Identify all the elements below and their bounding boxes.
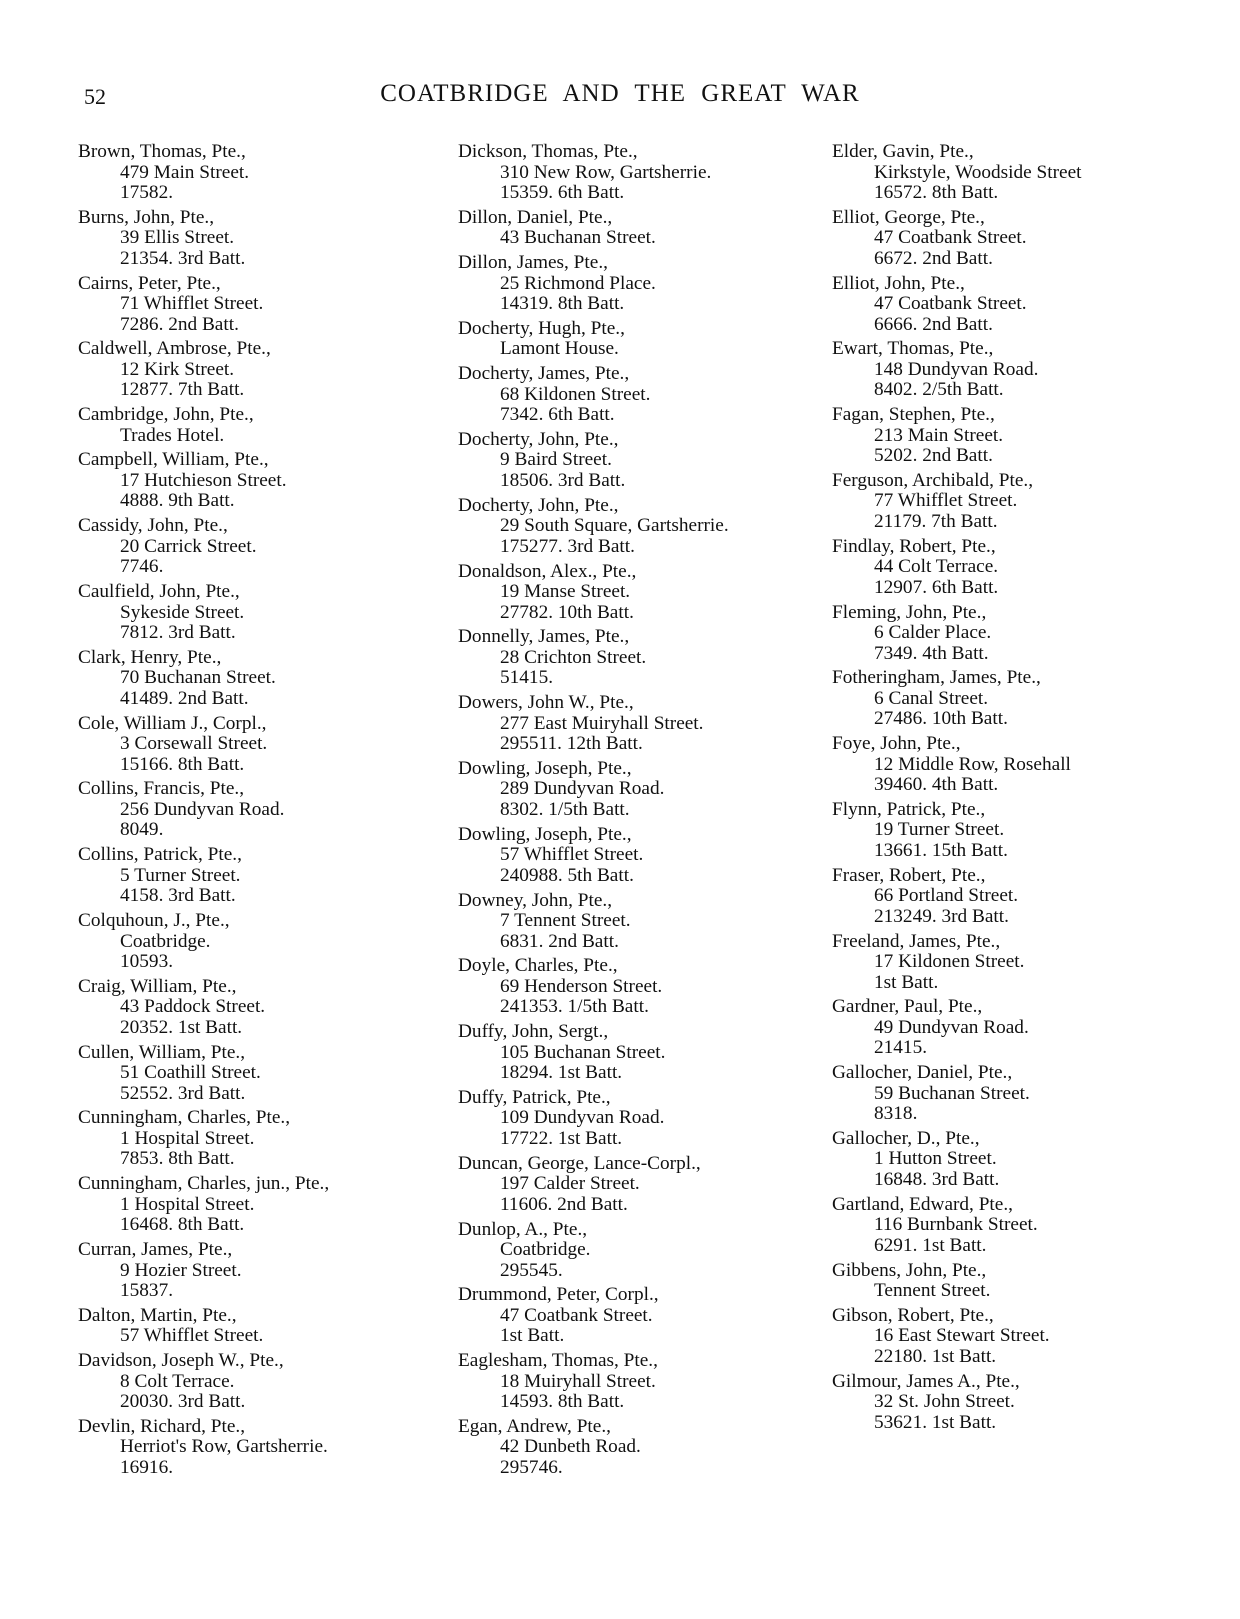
roll-entry — [78, 648, 458, 710]
entry-name: Dalton, Martin, Pte., — [78, 1304, 237, 1326]
entry-address: 57 Whifflet Street. — [120, 1325, 264, 1347]
roll-entry — [78, 516, 458, 578]
entry-address: 310 New Row, Gartsherrie. — [500, 161, 712, 183]
entry-address: Trades Hotel. — [120, 424, 225, 446]
entry-service: 14319. 8th Batt. — [500, 293, 625, 315]
entry-name: Collins, Patrick, Pte., — [78, 844, 242, 866]
entry-service: 27486. 10th Batt. — [874, 708, 1008, 730]
entry-service: 20030. 3rd Batt. — [120, 1391, 246, 1413]
roll-entry — [832, 208, 1212, 270]
entry-name: Cairns, Peter, Pte., — [78, 272, 221, 294]
entry-address: 51 Coathill Street. — [120, 1062, 261, 1084]
entry-address: 5 Turner Street. — [120, 864, 241, 886]
column-2 — [458, 142, 838, 1483]
entry-name: Docherty, Hugh, Pte., — [458, 317, 625, 339]
entry-service: 21179. 7th Batt. — [874, 510, 998, 532]
roll-entry — [458, 253, 838, 315]
entry-service: 12877. 7th Batt. — [120, 379, 245, 401]
entry-address: 47 Coatbank Street. — [874, 293, 1027, 315]
entry-service: 41489. 2nd Batt. — [120, 687, 249, 709]
entry-name: Elliot, John, Pte., — [832, 272, 965, 294]
entry-name: Cullen, William, Pte., — [78, 1041, 246, 1063]
entry-service: 8049. — [120, 819, 164, 841]
entry-name: Gallocher, Daniel, Pte., — [832, 1062, 1013, 1084]
roll-entry — [458, 1417, 838, 1479]
entry-service: 7812. 3rd Batt. — [120, 622, 236, 644]
roll-entry — [832, 1372, 1212, 1434]
entry-name: Dillon, James, Pte., — [458, 252, 608, 274]
roll-entry — [832, 537, 1212, 599]
roll-entry — [458, 1220, 838, 1282]
roll-entry — [832, 603, 1212, 665]
entry-address: 17 Hutchieson Street. — [120, 469, 287, 491]
entry-service: 7349. 4th Batt. — [874, 642, 989, 664]
entry-name: Donnelly, James, Pte., — [458, 626, 630, 648]
entry-address: 148 Dundyvan Road. — [874, 358, 1039, 380]
entry-name: Caulfield, John, Pte., — [78, 581, 240, 603]
roll-entry — [78, 1043, 458, 1105]
entry-name: Ferguson, Archibald, Pte., — [832, 469, 1034, 491]
entry-address: 19 Turner Street. — [874, 819, 1005, 841]
entry-service: 21415. — [874, 1037, 928, 1059]
entry-name: Docherty, James, Pte., — [458, 363, 630, 385]
entry-address: 12 Middle Row, Rosehall — [874, 753, 1071, 775]
entry-service: 4158. 3rd Batt. — [120, 885, 236, 907]
roll-entry — [458, 1154, 838, 1216]
roll-entry — [78, 339, 458, 401]
entry-name: Elder, Gavin, Pte., — [832, 141, 974, 162]
roll-entry — [832, 339, 1212, 401]
entry-service: 7746. — [120, 556, 164, 578]
column-3 — [832, 142, 1212, 1437]
entry-name: Gilmour, James A., Pte., — [832, 1370, 1020, 1392]
entry-name: Duffy, Patrick, Pte., — [458, 1086, 611, 1108]
entry-address: 6 Calder Place. — [874, 622, 992, 644]
entry-service: 8402. 2/5th Batt. — [874, 379, 1004, 401]
entry-name: Doyle, Charles, Pte., — [458, 955, 618, 977]
roll-entry — [832, 997, 1212, 1059]
entry-name: Cole, William J., Corpl., — [78, 712, 267, 734]
entry-address: 277 East Muiryhall Street. — [500, 712, 704, 734]
entry-service: 1st Batt. — [500, 1325, 565, 1347]
entry-service: 13661. 15th Batt. — [874, 839, 1008, 861]
entry-service: 1st Batt. — [874, 971, 939, 993]
entry-name: Gartland, Edward, Pte., — [832, 1193, 1013, 1215]
entry-address: 57 Whifflet Street. — [500, 844, 644, 866]
entry-name: Devlin, Richard, Pte., — [78, 1415, 246, 1437]
entry-name: Gibson, Robert, Pte., — [832, 1304, 994, 1326]
entry-name: Ewart, Thomas, Pte., — [832, 338, 994, 360]
roll-entry — [832, 1129, 1212, 1191]
roll-entry — [832, 471, 1212, 533]
entry-service: 18294. 1st Batt. — [500, 1062, 623, 1084]
entry-service: 4888. 9th Batt. — [120, 490, 235, 512]
entry-service: 5202. 2nd Batt. — [874, 445, 993, 467]
entry-service: 7853. 8th Batt. — [120, 1148, 235, 1170]
entry-address: 19 Manse Street. — [500, 581, 631, 603]
entry-address: Lamont House. — [500, 338, 619, 360]
roll-entry — [78, 274, 458, 336]
entry-address: 256 Dundyvan Road. — [120, 798, 285, 820]
entry-name: Eaglesham, Thomas, Pte., — [458, 1350, 658, 1372]
entry-address: 1 Hutton Street. — [874, 1148, 997, 1170]
roll-entry — [458, 562, 838, 624]
entry-name: Cambridge, John, Pte., — [78, 404, 254, 426]
entry-address: 49 Dundyvan Road. — [874, 1016, 1029, 1038]
entry-address: 47 Coatbank Street. — [500, 1304, 653, 1326]
roll-entry — [78, 1174, 458, 1236]
entry-address: 44 Colt Terrace. — [874, 556, 999, 578]
entry-service: 21354. 3rd Batt. — [120, 247, 246, 269]
roll-entry — [78, 1240, 458, 1302]
entry-address: 32 St. John Street. — [874, 1391, 1015, 1413]
roll-entry — [458, 627, 838, 689]
entry-name: Dowling, Joseph, Pte., — [458, 823, 632, 845]
entry-name: Fotheringham, James, Pte., — [832, 667, 1041, 689]
entry-address: 9 Hozier Street. — [120, 1259, 242, 1281]
roll-entry — [78, 1417, 458, 1479]
entry-name: Downey, John, Pte., — [458, 889, 613, 911]
entry-service: 20352. 1st Batt. — [120, 1016, 243, 1038]
entry-name: Gardner, Paul, Pte., — [832, 996, 983, 1018]
entry-address: 28 Crichton Street. — [500, 646, 647, 668]
entry-name: Egan, Andrew, Pte., — [458, 1415, 611, 1437]
entry-address: 77 Whifflet Street. — [874, 490, 1018, 512]
entry-name: Brown, Thomas, Pte., — [78, 141, 246, 162]
entry-name: Dowling, Joseph, Pte., — [458, 757, 632, 779]
entry-address: 39 Ellis Street. — [120, 227, 235, 249]
entry-name: Burns, John, Pte., — [78, 206, 215, 228]
entry-service: 240988. 5th Batt. — [500, 864, 634, 886]
entry-name: Craig, William, Pte., — [78, 975, 237, 997]
roll-entry — [458, 891, 838, 953]
entry-address: Herriot's Row, Gartsherrie. — [120, 1436, 328, 1458]
entry-address: 17 Kildonen Street. — [874, 951, 1025, 973]
entry-address: 479 Main Street. — [120, 161, 250, 183]
entry-service: 6831. 2nd Batt. — [500, 930, 619, 952]
roll-entry — [832, 274, 1212, 336]
entry-service: 8318. — [874, 1103, 918, 1125]
roll-entry — [78, 405, 458, 446]
entry-address: 59 Buchanan Street. — [874, 1082, 1030, 1104]
entry-address: 116 Burnbank Street. — [874, 1214, 1038, 1236]
entry-service: 295511. 12th Batt. — [500, 733, 643, 755]
entry-name: Collins, Francis, Pte., — [78, 778, 245, 800]
roll-entry — [832, 405, 1212, 467]
roll-entry — [458, 496, 838, 558]
entry-name: Elliot, George, Pte., — [832, 206, 985, 228]
roll-entry — [78, 1306, 458, 1347]
roll-entry — [458, 208, 838, 249]
roll-entry — [458, 956, 838, 1018]
entry-service: 15837. — [120, 1280, 174, 1302]
roll-entry — [832, 142, 1212, 204]
roll-entry — [78, 779, 458, 841]
column-1 — [78, 142, 458, 1483]
roll-entry — [458, 1351, 838, 1413]
entry-address: 213 Main Street. — [874, 424, 1004, 446]
entry-service: 10593. — [120, 951, 174, 973]
entry-name: Fagan, Stephen, Pte., — [832, 404, 995, 426]
roll-entry — [832, 1261, 1212, 1302]
roll-entry — [458, 1088, 838, 1150]
entry-name: Gallocher, D., Pte., — [832, 1127, 980, 1149]
roll-entry — [78, 977, 458, 1039]
entry-service: 16572. 8th Batt. — [874, 182, 999, 203]
entry-name: Cunningham, Charles, jun., Pte., — [78, 1173, 330, 1195]
entry-name: Duncan, George, Lance-Corpl., — [458, 1152, 701, 1174]
roll-entry — [458, 430, 838, 492]
entry-address: 7 Tennent Street. — [500, 910, 631, 932]
entry-name: Findlay, Robert, Pte., — [832, 535, 996, 557]
entry-name: Docherty, John, Pte., — [458, 428, 619, 450]
entry-address: 1 Hospital Street. — [120, 1127, 255, 1149]
entry-service: 175277. 3rd Batt. — [500, 535, 635, 557]
entry-address: 289 Dundyvan Road. — [500, 778, 665, 800]
entry-address: Tennent Street. — [874, 1280, 991, 1302]
entry-address: Kirkstyle, Woodside Street — [874, 161, 1082, 183]
entry-name: Campbell, William, Pte., — [78, 449, 269, 471]
entry-service: 17582. — [120, 182, 174, 203]
entry-address: 16 East Stewart Street. — [874, 1325, 1050, 1347]
entry-service: 51415. — [500, 667, 554, 689]
entry-address: 69 Henderson Street. — [500, 975, 663, 997]
roll-entry — [832, 866, 1212, 928]
entry-service: 18506. 3rd Batt. — [500, 469, 626, 491]
entry-address: Coatbridge. — [500, 1239, 591, 1261]
entry-service: 16468. 8th Batt. — [120, 1214, 245, 1236]
entry-name: Clark, Henry, Pte., — [78, 646, 222, 668]
entry-address: 25 Richmond Place. — [500, 272, 656, 294]
entry-service: 52552. 3rd Batt. — [120, 1082, 246, 1104]
roll-entry — [832, 800, 1212, 862]
roll-entry — [78, 450, 458, 512]
entry-name: Gibbens, John, Pte., — [832, 1259, 987, 1281]
entry-service: 6666. 2nd Batt. — [874, 313, 993, 335]
roll-entry — [78, 1108, 458, 1170]
entry-service: 11606. 2nd Batt. — [500, 1193, 628, 1215]
entry-service: 213249. 3rd Batt. — [874, 905, 1009, 927]
entry-service: 7342. 6th Batt. — [500, 404, 615, 426]
entry-service: 8302. 1/5th Batt. — [500, 798, 630, 820]
entry-name: Fleming, John, Pte., — [832, 601, 987, 623]
entry-service: 6672. 2nd Batt. — [874, 247, 993, 269]
entry-service: 7286. 2nd Batt. — [120, 313, 239, 335]
page-number: 52 — [84, 84, 106, 109]
entry-address: 42 Dunbeth Road. — [500, 1436, 641, 1458]
roll-entry — [458, 759, 838, 821]
roll-entry — [832, 932, 1212, 994]
roll-entry — [458, 142, 838, 204]
entry-service: 27782. 10th Batt. — [500, 601, 634, 623]
entry-address: 18 Muiryhall Street. — [500, 1370, 656, 1392]
roll-entry — [458, 693, 838, 755]
entry-address: 105 Buchanan Street. — [500, 1041, 666, 1063]
entry-name: Docherty, John, Pte., — [458, 494, 619, 516]
roll-entry — [78, 714, 458, 776]
roll-entry — [458, 825, 838, 887]
roll-entry — [78, 911, 458, 973]
entry-name: Davidson, Joseph W., Pte., — [78, 1350, 284, 1372]
entry-service: 15166. 8th Batt. — [120, 753, 245, 775]
entry-address: 66 Portland Street. — [874, 885, 1019, 907]
entry-service: 22180. 1st Batt. — [874, 1345, 997, 1367]
roll-entry — [832, 734, 1212, 796]
entry-address: 43 Buchanan Street. — [500, 227, 656, 249]
entry-address: 71 Whifflet Street. — [120, 293, 264, 315]
entry-service: 53621. 1st Batt. — [874, 1411, 997, 1433]
entry-address: 12 Kirk Street. — [120, 358, 235, 380]
entry-address: 3 Corsewall Street. — [120, 733, 268, 755]
entry-service: 6291. 1st Batt. — [874, 1234, 987, 1256]
entry-name: Dowers, John W., Pte., — [458, 692, 634, 714]
entry-name: Foye, John, Pte., — [832, 733, 961, 755]
entry-name: Cassidy, John, Pte., — [78, 515, 228, 537]
entry-name: Colquhoun, J., Pte., — [78, 910, 230, 932]
entry-name: Cunningham, Charles, Pte., — [78, 1107, 291, 1129]
roll-entry — [832, 668, 1212, 730]
entry-service: 17722. 1st Batt. — [500, 1127, 623, 1149]
entry-name: Curran, James, Pte., — [78, 1239, 233, 1261]
entry-address: 6 Canal Street. — [874, 687, 989, 709]
roll-entry — [458, 1285, 838, 1347]
entry-address: Coatbridge. — [120, 930, 211, 952]
entry-name: Donaldson, Alex., Pte., — [458, 560, 637, 582]
entry-service: 12907. 6th Batt. — [874, 576, 999, 598]
entry-address: 68 Kildonen Street. — [500, 383, 651, 405]
entry-address: 9 Baird Street. — [500, 449, 612, 471]
entry-address: 43 Paddock Street. — [120, 996, 266, 1018]
roll-entry — [832, 1306, 1212, 1368]
entry-service: 16848. 3rd Batt. — [874, 1168, 1000, 1190]
entry-address: 109 Dundyvan Road. — [500, 1107, 665, 1129]
entry-service: 14593. 8th Batt. — [500, 1391, 625, 1413]
entry-address: 8 Colt Terrace. — [120, 1370, 235, 1392]
entry-address: 20 Carrick Street. — [120, 535, 257, 557]
roll-entry — [458, 1022, 838, 1084]
running-title: COATBRIDGE AND THE GREAT WAR — [380, 80, 860, 107]
entry-name: Dillon, Daniel, Pte., — [458, 206, 613, 228]
entry-name: Duffy, John, Sergt., — [458, 1021, 609, 1043]
entry-address: 29 South Square, Gartsherrie. — [500, 515, 729, 537]
entry-service: 16916. — [120, 1456, 174, 1478]
entry-service: 295746. — [500, 1456, 563, 1478]
entry-name: Flynn, Patrick, Pte., — [832, 798, 986, 820]
entry-service: 295545. — [500, 1259, 563, 1281]
entry-name: Fraser, Robert, Pte., — [832, 864, 986, 886]
entry-name: Dickson, Thomas, Pte., — [458, 141, 638, 162]
roll-entry — [78, 845, 458, 907]
entry-address: 47 Coatbank Street. — [874, 227, 1027, 249]
entry-service: 15359. 6th Batt. — [500, 182, 625, 203]
entry-address: 70 Buchanan Street. — [120, 667, 276, 689]
entry-name: Drummond, Peter, Corpl., — [458, 1284, 659, 1306]
entry-name: Caldwell, Ambrose, Pte., — [78, 338, 271, 360]
entry-name: Dunlop, A., Pte., — [458, 1218, 588, 1240]
entry-address: 197 Calder Street. — [500, 1173, 640, 1195]
entry-service: 241353. 1/5th Batt. — [500, 996, 649, 1018]
roll-entry — [78, 582, 458, 644]
roll-entry — [458, 319, 838, 360]
entry-address: Sykeside Street. — [120, 601, 245, 623]
roll-entry — [78, 208, 458, 270]
roll-entry — [78, 142, 458, 204]
entry-name: Freeland, James, Pte., — [832, 930, 1001, 952]
roll-entry — [832, 1063, 1212, 1125]
entry-address: 1 Hospital Street. — [120, 1193, 255, 1215]
roll-entry — [832, 1195, 1212, 1257]
roll-entry — [458, 364, 838, 426]
entry-service: 39460. 4th Batt. — [874, 774, 999, 796]
roll-entry — [78, 1351, 458, 1413]
